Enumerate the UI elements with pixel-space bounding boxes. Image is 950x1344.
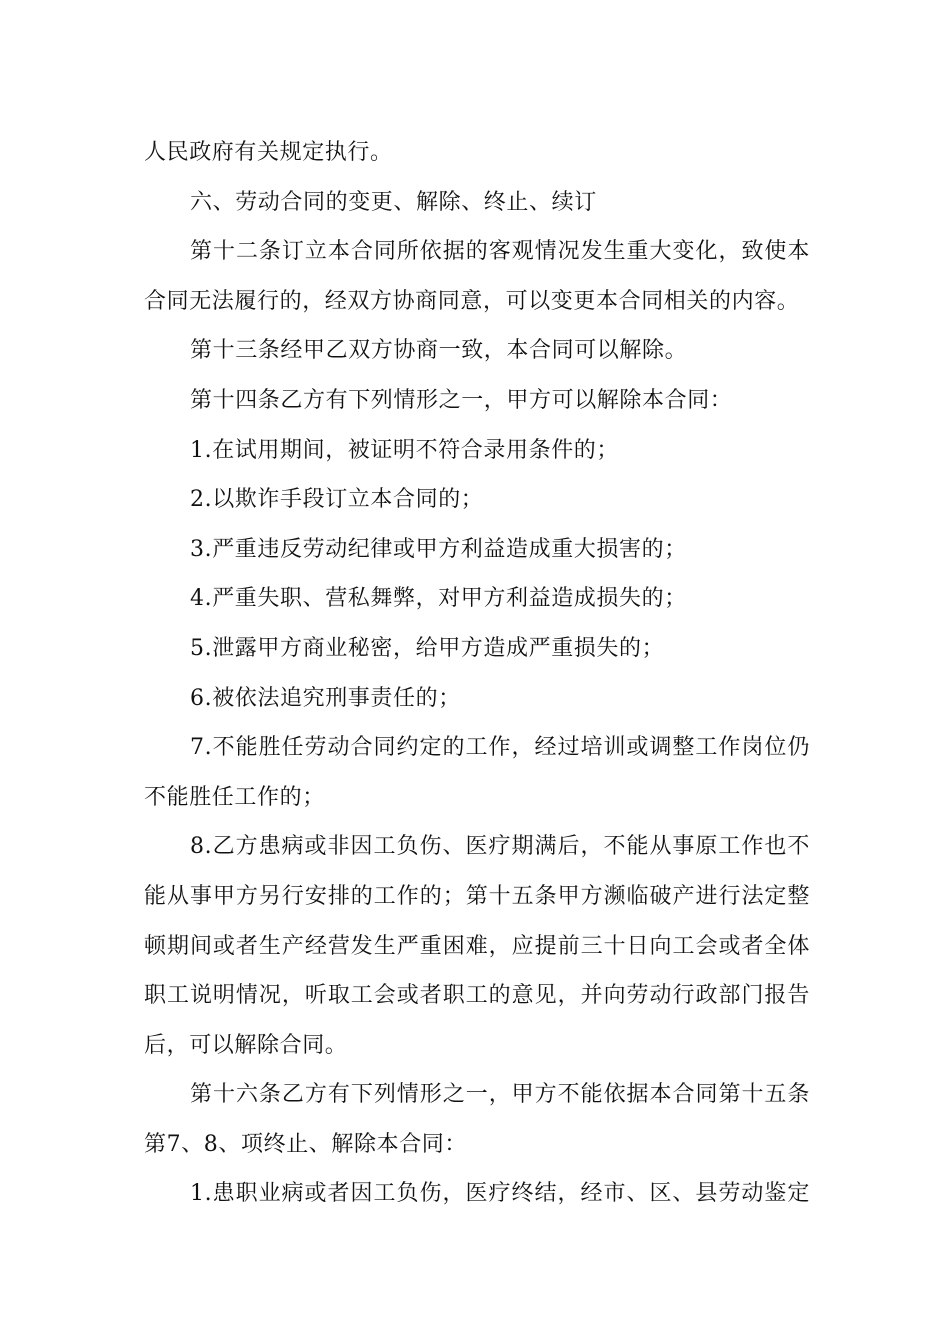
list-item: 5.泄露甲方商业秘密，给甲方造成严重损失的； <box>190 635 665 661</box>
list-item: 2.以欺诈手段订立本合同的； <box>190 487 484 513</box>
text-line: 不能胜任工作的； <box>144 784 325 810</box>
list-item: 1.在试用期间，被证明不符合录用条件的； <box>190 437 619 463</box>
list-item: 7.不能胜任劳动合同约定的工作，经过培训或调整工作岗位仍 <box>190 735 810 761</box>
document-body <box>144 128 810 1219</box>
text-line: 合同无法履行的，经双方协商同意，可以变更本合同相关的内容。 <box>144 288 800 314</box>
text-line: 第十四条乙方有下列情形之一，甲方可以解除本合同： <box>190 387 733 413</box>
text-line: 第十三条经甲乙双方协商一致，本合同可以解除。 <box>190 338 688 364</box>
text-line: 第7、8、项终止、解除本合同： <box>144 1131 467 1157</box>
text-line: 人民政府有关规定执行。 <box>144 140 393 165</box>
text-line: 职工说明情况，听取工会或者职工的意见，并向劳动行政部门报告 <box>144 983 810 1009</box>
list-item: 8.乙方患病或非因工负伤、医疗期满后，不能从事原工作也不 <box>190 834 810 860</box>
text-line: 第十二条订立本合同所依据的客观情况发生重大变化，致使本 <box>190 239 810 265</box>
text-line: 第十六条乙方有下列情形之一，甲方不能依据本合同第十五条 <box>190 1082 810 1108</box>
section-heading: 六、劳动合同的变更、解除、终止、续订 <box>190 189 597 215</box>
text-line: 顿期间或者生产经营发生严重困难，应提前三十日向工会或者全体 <box>144 933 810 959</box>
list-item: 1.患职业病或者因工负伤，医疗终结，经市、区、县劳动鉴定 <box>190 1181 810 1207</box>
list-item: 3.严重违反劳动纪律或甲方利益造成重大损害的； <box>190 536 687 562</box>
text-line: 能从事甲方另行安排的工作的；第十五条甲方濒临破产进行法定整 <box>144 883 810 909</box>
list-item: 6.被依法追究刑事责任的； <box>190 685 461 711</box>
text-line: 后，可以解除合同。 <box>144 1032 348 1058</box>
list-item: 4.严重失职、营私舞弊，对甲方利益造成损失的； <box>190 586 687 612</box>
